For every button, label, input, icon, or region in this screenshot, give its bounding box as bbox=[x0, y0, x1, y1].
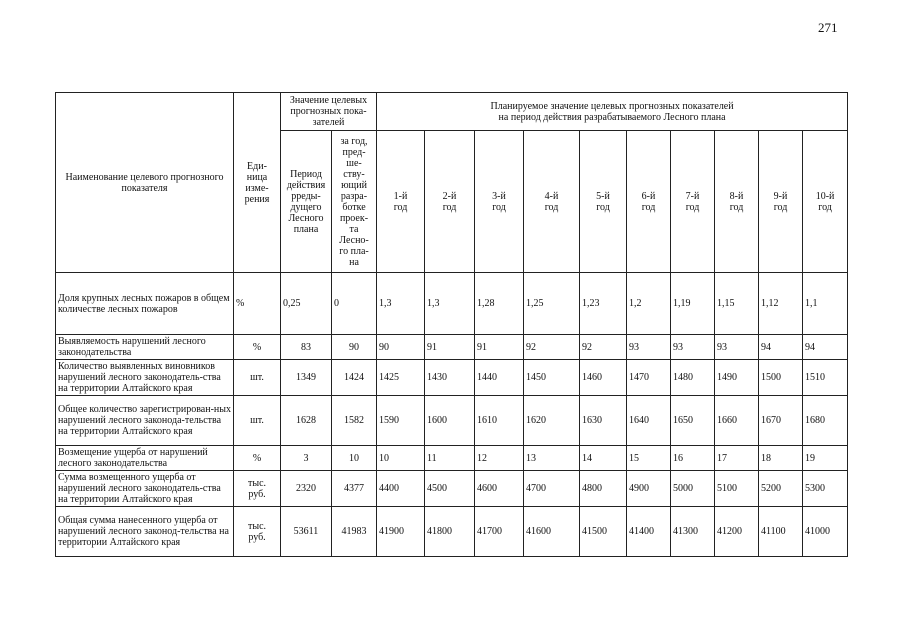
year-9-value: 1500 bbox=[759, 360, 803, 396]
year-10-value: 1680 bbox=[803, 396, 848, 446]
year-8-value: 5100 bbox=[715, 471, 759, 507]
year-7-value: 5000 bbox=[671, 471, 715, 507]
pre-year-value: 41983 bbox=[332, 507, 377, 557]
header-target-values: Значение целевых прогнозных пока- зателей bbox=[281, 93, 377, 131]
year-9-value: 1,12 bbox=[759, 273, 803, 335]
year-10-value: 41000 bbox=[803, 507, 848, 557]
year-2-value: 1600 bbox=[425, 396, 475, 446]
pre-year-value: 1582 bbox=[332, 396, 377, 446]
year-5-value: 1,23 bbox=[580, 273, 627, 335]
previous-period-value: 1349 bbox=[281, 360, 332, 396]
year-5-value: 1630 bbox=[580, 396, 627, 446]
previous-period-value: 53611 bbox=[281, 507, 332, 557]
year-9-value: 41100 bbox=[759, 507, 803, 557]
year-7-value: 41300 bbox=[671, 507, 715, 557]
year-3-value: 1610 bbox=[475, 396, 524, 446]
year-3-value: 1,28 bbox=[475, 273, 524, 335]
header-year-3: 3-й год bbox=[475, 131, 524, 273]
header-year-5: 5-й год bbox=[580, 131, 627, 273]
header-year-6: 6-й год bbox=[627, 131, 671, 273]
indicator-name: Выявляемость нарушений лесного законодательства bbox=[56, 335, 234, 360]
previous-period-value: 0,25 bbox=[281, 273, 332, 335]
unit-cell: тыс. руб. bbox=[234, 507, 281, 557]
year-4-value: 4700 bbox=[524, 471, 580, 507]
year-10-value: 1,1 bbox=[803, 273, 848, 335]
year-8-value: 17 bbox=[715, 446, 759, 471]
year-8-value: 41200 bbox=[715, 507, 759, 557]
year-1-value: 1590 bbox=[377, 396, 425, 446]
year-10-value: 1510 bbox=[803, 360, 848, 396]
table-body bbox=[56, 273, 848, 557]
year-7-value: 16 bbox=[671, 446, 715, 471]
header-planned-values: Планируемое значение целевых прогнозных показателей на период действия разрабатываемого Лесного плана bbox=[377, 93, 848, 131]
pre-year-value: 10 bbox=[332, 446, 377, 471]
year-8-value: 1660 bbox=[715, 396, 759, 446]
year-5-value: 1460 bbox=[580, 360, 627, 396]
header-year-before-plan: за год, пред- ше- ству- ющий разра- ботке проек- та Лесно- го пла- на bbox=[332, 131, 377, 273]
header-year-2: 2-й год bbox=[425, 131, 475, 273]
year-3-value: 91 bbox=[475, 335, 524, 360]
header-year-10: 10-й год bbox=[803, 131, 848, 273]
table-row bbox=[56, 471, 848, 507]
year-8-value: 93 bbox=[715, 335, 759, 360]
header-indicator-name: Наименование целевого прогнозного показателя bbox=[56, 93, 234, 273]
indicator-name: Сумма возмещенного ущерба от нарушений лесного законодатель-ства на территории Алтайского края bbox=[56, 471, 234, 507]
year-2-value: 11 bbox=[425, 446, 475, 471]
indicator-name: Количество выявленных виновников нарушений лесного законодатель-ства на территории Алтайского края bbox=[56, 360, 234, 396]
table-row bbox=[56, 396, 848, 446]
year-5-value: 41500 bbox=[580, 507, 627, 557]
year-1-value: 4400 bbox=[377, 471, 425, 507]
year-7-value: 1480 bbox=[671, 360, 715, 396]
year-3-value: 4600 bbox=[475, 471, 524, 507]
previous-period-value: 2320 bbox=[281, 471, 332, 507]
year-4-value: 1620 bbox=[524, 396, 580, 446]
year-1-value: 1,3 bbox=[377, 273, 425, 335]
forecast-indicators-table bbox=[55, 92, 848, 557]
table-header bbox=[56, 93, 848, 273]
year-7-value: 1650 bbox=[671, 396, 715, 446]
year-6-value: 93 bbox=[627, 335, 671, 360]
header-unit: Еди- ница изме- рения bbox=[234, 93, 281, 273]
year-6-value: 1470 bbox=[627, 360, 671, 396]
year-1-value: 10 bbox=[377, 446, 425, 471]
pre-year-value: 4377 bbox=[332, 471, 377, 507]
pre-year-value: 0 bbox=[332, 273, 377, 335]
table-row bbox=[56, 273, 848, 335]
year-10-value: 94 bbox=[803, 335, 848, 360]
year-7-value: 93 bbox=[671, 335, 715, 360]
year-6-value: 1640 bbox=[627, 396, 671, 446]
year-6-value: 15 bbox=[627, 446, 671, 471]
year-6-value: 41400 bbox=[627, 507, 671, 557]
header-year-7: 7-й год bbox=[671, 131, 715, 273]
year-8-value: 1490 bbox=[715, 360, 759, 396]
year-7-value: 1,19 bbox=[671, 273, 715, 335]
year-1-value: 90 bbox=[377, 335, 425, 360]
year-10-value: 19 bbox=[803, 446, 848, 471]
year-10-value: 5300 bbox=[803, 471, 848, 507]
year-2-value: 4500 bbox=[425, 471, 475, 507]
table-row bbox=[56, 507, 848, 557]
year-5-value: 92 bbox=[580, 335, 627, 360]
indicator-name: Общее количество зарегистрирован-ных нарушений лесного законода-тельства на территории Алтайского края bbox=[56, 396, 234, 446]
year-1-value: 1425 bbox=[377, 360, 425, 396]
header-year-4: 4-й год bbox=[524, 131, 580, 273]
indicator-name: Возмещение ущерба от нарушений лесного законодательства bbox=[56, 446, 234, 471]
header-year-1: 1-й год bbox=[377, 131, 425, 273]
year-9-value: 1670 bbox=[759, 396, 803, 446]
pre-year-value: 90 bbox=[332, 335, 377, 360]
year-3-value: 1440 bbox=[475, 360, 524, 396]
unit-cell: шт. bbox=[234, 396, 281, 446]
unit-cell: % bbox=[234, 446, 281, 471]
table-row bbox=[56, 360, 848, 396]
year-3-value: 41700 bbox=[475, 507, 524, 557]
year-9-value: 18 bbox=[759, 446, 803, 471]
previous-period-value: 3 bbox=[281, 446, 332, 471]
year-8-value: 1,15 bbox=[715, 273, 759, 335]
header-year-8: 8-й год bbox=[715, 131, 759, 273]
year-4-value: 41600 bbox=[524, 507, 580, 557]
year-4-value: 1,25 bbox=[524, 273, 580, 335]
year-2-value: 41800 bbox=[425, 507, 475, 557]
year-4-value: 13 bbox=[524, 446, 580, 471]
indicator-name: Доля крупных лесных пожаров в общем количестве лесных пожаров bbox=[56, 273, 234, 335]
header-year-9: 9-й год bbox=[759, 131, 803, 273]
year-3-value: 12 bbox=[475, 446, 524, 471]
indicator-name: Общая сумма нанесенного ущерба от нарушений лесного законод-тельства на территории Алтайского края bbox=[56, 507, 234, 557]
previous-period-value: 1628 bbox=[281, 396, 332, 446]
year-5-value: 4800 bbox=[580, 471, 627, 507]
year-4-value: 1450 bbox=[524, 360, 580, 396]
unit-cell: % bbox=[234, 273, 281, 335]
year-2-value: 1430 bbox=[425, 360, 475, 396]
page-number: 271 bbox=[818, 20, 838, 35]
year-9-value: 5200 bbox=[759, 471, 803, 507]
previous-period-value: 83 bbox=[281, 335, 332, 360]
header-previous-plan-period: Период действия pреды- дущего Лесного плана bbox=[281, 131, 332, 273]
year-2-value: 91 bbox=[425, 335, 475, 360]
unit-cell: % bbox=[234, 335, 281, 360]
year-6-value: 4900 bbox=[627, 471, 671, 507]
unit-cell: шт. bbox=[234, 360, 281, 396]
year-6-value: 1,2 bbox=[627, 273, 671, 335]
table-row bbox=[56, 335, 848, 360]
pre-year-value: 1424 bbox=[332, 360, 377, 396]
unit-cell: тыс. руб. bbox=[234, 471, 281, 507]
year-4-value: 92 bbox=[524, 335, 580, 360]
year-9-value: 94 bbox=[759, 335, 803, 360]
year-5-value: 14 bbox=[580, 446, 627, 471]
year-2-value: 1,3 bbox=[425, 273, 475, 335]
table-row bbox=[56, 446, 848, 471]
year-1-value: 41900 bbox=[377, 507, 425, 557]
